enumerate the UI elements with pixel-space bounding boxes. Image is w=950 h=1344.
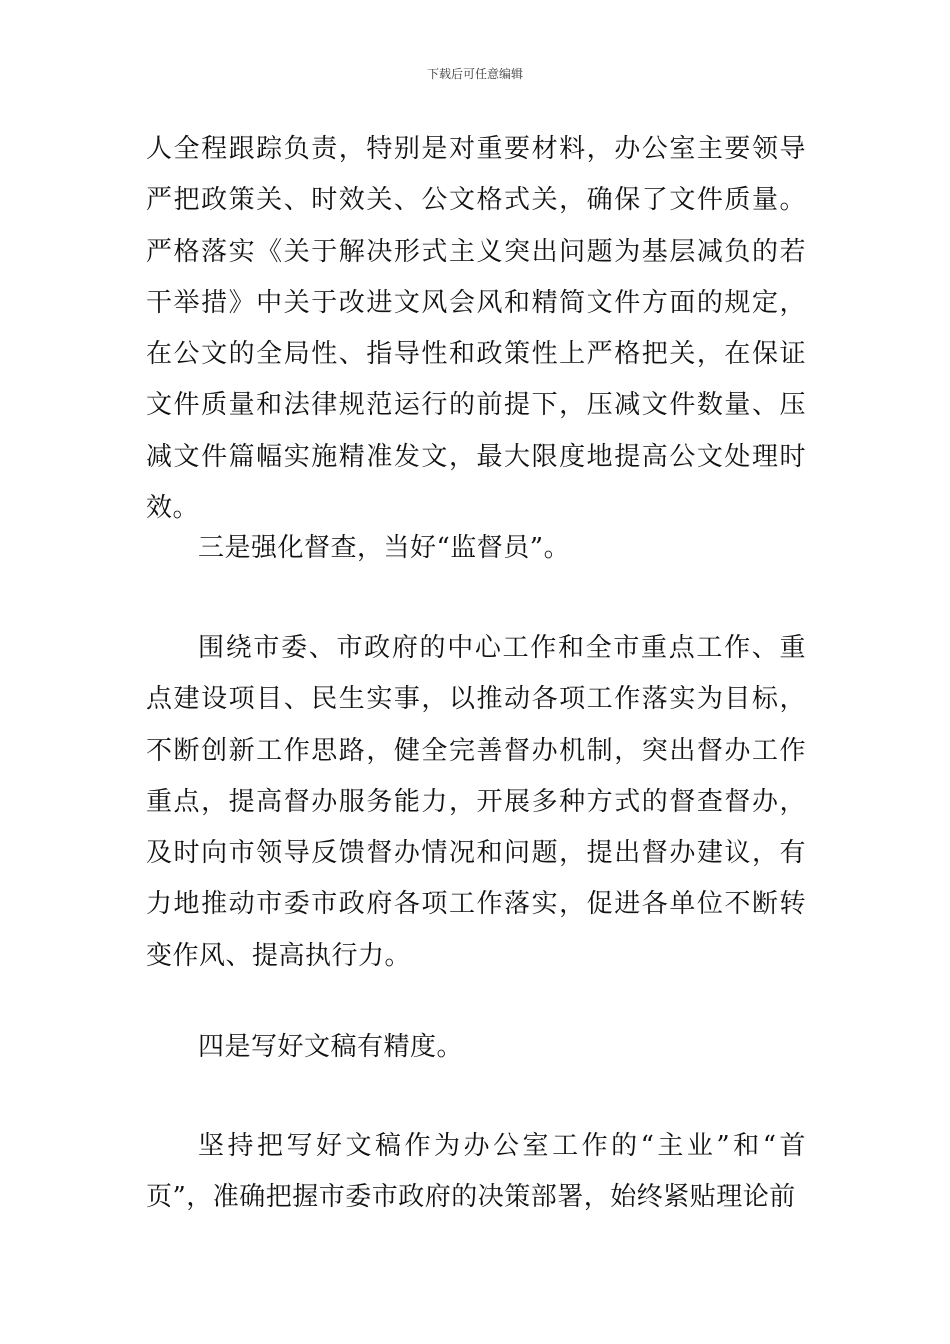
heading-supervision: 三是强化督查，当好“监督员”。 xyxy=(198,533,571,563)
paragraph-document-processing: 人全程跟踪负责，特别是对重要材料，办公室主要领导严把政策关、时效关、公文格式关，确保了文件质量。严格落实《关于解决形式主义突出问题为基层减负的若干举措》中关于改进文风会风和精简文件方面的规定，在公文的全局性、指导性和政策性上严格把关，在保证文件质量和法律规范运行的前提下，压减文件数量、压减文件篇幅实施精准发文，最大限度地提高公文处理时效。 xyxy=(146,134,806,524)
header-note: 下载后可任意编辑 xyxy=(426,67,523,81)
paragraph-writing: 坚持把写好文稿作为办公室工作的“主业”和“首页”，准确把握市委市政府的决策部署，始终紧贴理论前 xyxy=(146,1131,806,1213)
heading-writing: 四是写好文稿有精度。 xyxy=(198,1032,464,1062)
paragraph-supervision: 围绕市委、市政府的中心工作和全市重点工作、重点建设项目、民生实事，以推动各项工作落实为目标，不断创新工作思路，健全完善督办机制，突出督办工作重点，提高督办服务能力，开展多种方式的督查督办，及时向市领导反馈督办情况和问题，提出督办建议，有力地推动市委市政府各项工作落实，促进各单位不断转变作风、提高执行力。 xyxy=(146,633,806,971)
